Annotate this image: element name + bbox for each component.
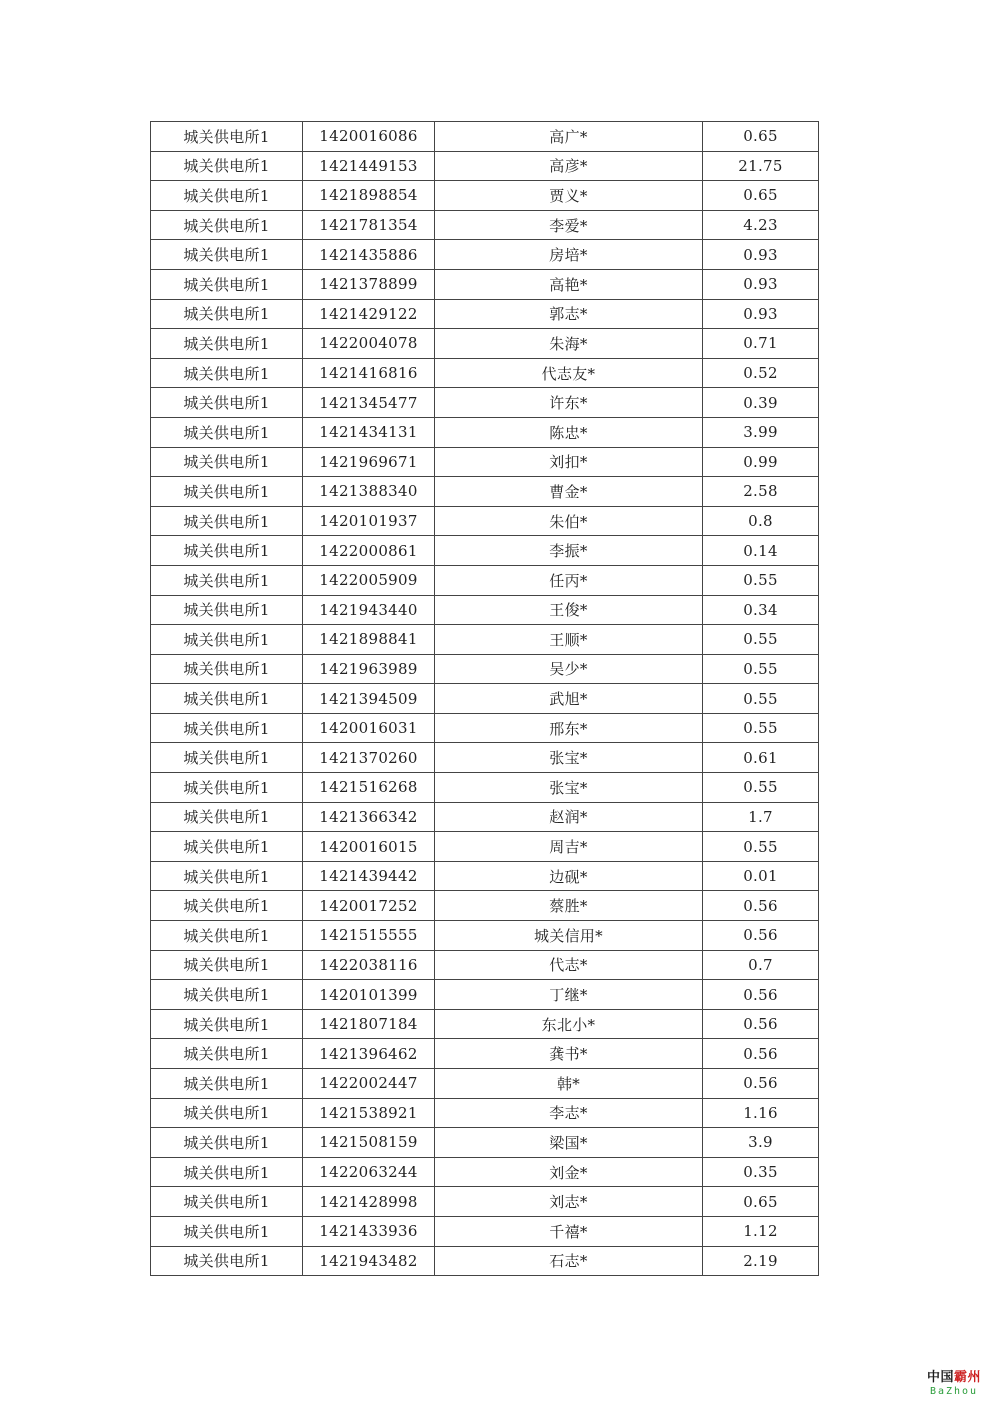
cell-account: 1421538921	[303, 1098, 435, 1128]
cell-account: 1421378899	[303, 269, 435, 299]
cell-amount: 0.35	[703, 1157, 819, 1187]
cell-station: 城关供电所1	[151, 417, 303, 447]
cell-name: 刘扣*	[435, 447, 703, 477]
cell-amount: 0.93	[703, 240, 819, 270]
table-row	[151, 713, 819, 743]
cell-account: 1420016086	[303, 122, 435, 152]
cell-station: 城关供电所1	[151, 329, 303, 359]
cell-name: 曹金*	[435, 477, 703, 507]
cell-station: 城关供电所1	[151, 950, 303, 980]
cell-name: 高广*	[435, 122, 703, 152]
logo-cn	[920, 1366, 988, 1385]
cell-account: 1421434131	[303, 417, 435, 447]
cell-account: 1421898841	[303, 625, 435, 655]
cell-name: 吴少*	[435, 654, 703, 684]
cell-amount: 0.01	[703, 861, 819, 891]
cell-amount: 0.93	[703, 299, 819, 329]
cell-amount: 0.34	[703, 595, 819, 625]
cell-account: 1421388340	[303, 477, 435, 507]
cell-name: 代志*	[435, 950, 703, 980]
cell-amount: 0.65	[703, 122, 819, 152]
cell-amount: 0.56	[703, 980, 819, 1010]
cell-account: 1420017252	[303, 891, 435, 921]
cell-account: 1421439442	[303, 861, 435, 891]
cell-station: 城关供电所1	[151, 684, 303, 714]
cell-name: 陈忠*	[435, 417, 703, 447]
cell-account: 1420016015	[303, 832, 435, 862]
cell-account: 1421428998	[303, 1187, 435, 1217]
table-row	[151, 1069, 819, 1099]
cell-account: 1422063244	[303, 1157, 435, 1187]
cell-account: 1421345477	[303, 388, 435, 418]
cell-account: 1421963989	[303, 654, 435, 684]
cell-amount: 0.65	[703, 1187, 819, 1217]
cell-station: 城关供电所1	[151, 773, 303, 803]
cell-account: 1421449153	[303, 151, 435, 181]
table-row	[151, 181, 819, 211]
cell-account: 1420101937	[303, 506, 435, 536]
cell-amount: 0.56	[703, 921, 819, 951]
cell-amount: 21.75	[703, 151, 819, 181]
cell-amount: 0.55	[703, 625, 819, 655]
cell-amount: 1.12	[703, 1216, 819, 1246]
cell-amount: 0.65	[703, 181, 819, 211]
table-row	[151, 536, 819, 566]
cell-name: 郭志*	[435, 299, 703, 329]
cell-name: 龚书*	[435, 1039, 703, 1069]
cell-name: 张宝*	[435, 743, 703, 773]
cell-name: 高艳*	[435, 269, 703, 299]
table-row	[151, 950, 819, 980]
cell-name: 张宝*	[435, 773, 703, 803]
records-table	[150, 121, 819, 1276]
cell-station: 城关供电所1	[151, 1128, 303, 1158]
cell-name: 代志友*	[435, 358, 703, 388]
cell-station: 城关供电所1	[151, 1039, 303, 1069]
cell-name: 梁国*	[435, 1128, 703, 1158]
table-row	[151, 1187, 819, 1217]
cell-amount: 0.39	[703, 388, 819, 418]
cell-account: 1420101399	[303, 980, 435, 1010]
cell-station: 城关供电所1	[151, 891, 303, 921]
cell-account: 1421515555	[303, 921, 435, 951]
table-row	[151, 980, 819, 1010]
cell-account: 1422002447	[303, 1069, 435, 1099]
cell-station: 城关供电所1	[151, 1187, 303, 1217]
table-row	[151, 832, 819, 862]
logo-cn-prefix: 中国	[926, 1370, 954, 1385]
cell-station: 城关供电所1	[151, 921, 303, 951]
cell-amount: 3.9	[703, 1128, 819, 1158]
cell-name: 许东*	[435, 388, 703, 418]
cell-amount: 0.55	[703, 773, 819, 803]
cell-amount: 0.56	[703, 1009, 819, 1039]
cell-account: 1421366342	[303, 802, 435, 832]
cell-name: 李振*	[435, 536, 703, 566]
cell-station: 城关供电所1	[151, 151, 303, 181]
cell-station: 城关供电所1	[151, 1098, 303, 1128]
cell-station: 城关供电所1	[151, 536, 303, 566]
table-row	[151, 1216, 819, 1246]
cell-station: 城关供电所1	[151, 1009, 303, 1039]
cell-name: 刘志*	[435, 1187, 703, 1217]
table-row	[151, 773, 819, 803]
cell-name: 武旭*	[435, 684, 703, 714]
cell-amount: 0.7	[703, 950, 819, 980]
cell-amount: 1.16	[703, 1098, 819, 1128]
cell-station: 城关供电所1	[151, 1216, 303, 1246]
table-row	[151, 299, 819, 329]
cell-name: 赵润*	[435, 802, 703, 832]
cell-station: 城关供电所1	[151, 299, 303, 329]
table-row	[151, 743, 819, 773]
cell-station: 城关供电所1	[151, 122, 303, 152]
cell-name: 贾义*	[435, 181, 703, 211]
cell-amount: 0.71	[703, 329, 819, 359]
cell-account: 1421429122	[303, 299, 435, 329]
table-body	[151, 122, 819, 1276]
cell-amount: 0.55	[703, 565, 819, 595]
cell-account: 1421807184	[303, 1009, 435, 1039]
cell-account: 1422000861	[303, 536, 435, 566]
cell-amount: 0.56	[703, 1069, 819, 1099]
cell-amount: 0.55	[703, 713, 819, 743]
cell-account: 1421435886	[303, 240, 435, 270]
cell-amount: 0.8	[703, 506, 819, 536]
cell-name: 蔡胜*	[435, 891, 703, 921]
table-row	[151, 595, 819, 625]
cell-station: 城关供电所1	[151, 181, 303, 211]
cell-amount: 0.52	[703, 358, 819, 388]
cell-account: 1421433936	[303, 1216, 435, 1246]
cell-station: 城关供电所1	[151, 861, 303, 891]
table-row	[151, 210, 819, 240]
cell-name: 高彦*	[435, 151, 703, 181]
logo-cn-highlight: 霸州	[954, 1370, 982, 1385]
cell-name: 任丙*	[435, 565, 703, 595]
cell-station: 城关供电所1	[151, 802, 303, 832]
table-row	[151, 151, 819, 181]
table-row	[151, 1009, 819, 1039]
table-row	[151, 684, 819, 714]
cell-station: 城关供电所1	[151, 388, 303, 418]
cell-name: 王顺*	[435, 625, 703, 655]
site-logo	[920, 1366, 988, 1397]
cell-account: 1422038116	[303, 950, 435, 980]
cell-account: 1421416816	[303, 358, 435, 388]
table-row	[151, 1039, 819, 1069]
cell-amount: 0.93	[703, 269, 819, 299]
cell-name: 城关信用*	[435, 921, 703, 951]
cell-account: 1421508159	[303, 1128, 435, 1158]
cell-station: 城关供电所1	[151, 210, 303, 240]
cell-amount: 0.55	[703, 654, 819, 684]
cell-name: 李爱*	[435, 210, 703, 240]
cell-account: 1421781354	[303, 210, 435, 240]
cell-station: 城关供电所1	[151, 1069, 303, 1099]
cell-station: 城关供电所1	[151, 565, 303, 595]
cell-amount: 0.55	[703, 684, 819, 714]
cell-station: 城关供电所1	[151, 269, 303, 299]
table-row	[151, 1128, 819, 1158]
cell-name: 千禧*	[435, 1216, 703, 1246]
cell-account: 1421943482	[303, 1246, 435, 1276]
cell-amount: 4.23	[703, 210, 819, 240]
cell-name: 东北小*	[435, 1009, 703, 1039]
cell-account: 1422004078	[303, 329, 435, 359]
cell-amount: 0.61	[703, 743, 819, 773]
cell-account: 1421370260	[303, 743, 435, 773]
cell-station: 城关供电所1	[151, 240, 303, 270]
cell-station: 城关供电所1	[151, 625, 303, 655]
table-row	[151, 447, 819, 477]
table-row	[151, 891, 819, 921]
table-row	[151, 802, 819, 832]
cell-account: 1421969671	[303, 447, 435, 477]
cell-name: 邢东*	[435, 713, 703, 743]
cell-name: 韩*	[435, 1069, 703, 1099]
table-row	[151, 1246, 819, 1276]
cell-account: 1421898854	[303, 181, 435, 211]
cell-station: 城关供电所1	[151, 506, 303, 536]
table-row	[151, 921, 819, 951]
table-row	[151, 122, 819, 152]
cell-station: 城关供电所1	[151, 447, 303, 477]
cell-account: 1421394509	[303, 684, 435, 714]
table-row	[151, 654, 819, 684]
cell-account: 1420016031	[303, 713, 435, 743]
cell-name: 房培*	[435, 240, 703, 270]
cell-name: 王俊*	[435, 595, 703, 625]
table-row	[151, 1157, 819, 1187]
table-row	[151, 625, 819, 655]
table-row	[151, 477, 819, 507]
cell-amount: 2.19	[703, 1246, 819, 1276]
cell-amount: 2.58	[703, 477, 819, 507]
cell-name: 刘金*	[435, 1157, 703, 1187]
cell-station: 城关供电所1	[151, 477, 303, 507]
table-row	[151, 861, 819, 891]
logo-en: BaZhou	[929, 1386, 979, 1397]
cell-amount: 0.14	[703, 536, 819, 566]
cell-station: 城关供电所1	[151, 358, 303, 388]
table-row	[151, 388, 819, 418]
cell-station: 城关供电所1	[151, 654, 303, 684]
cell-amount: 1.7	[703, 802, 819, 832]
cell-station: 城关供电所1	[151, 980, 303, 1010]
table-row	[151, 1098, 819, 1128]
table-row	[151, 358, 819, 388]
cell-amount: 0.56	[703, 891, 819, 921]
cell-name: 边砚*	[435, 861, 703, 891]
cell-account: 1421516268	[303, 773, 435, 803]
cell-station: 城关供电所1	[151, 713, 303, 743]
table-row	[151, 329, 819, 359]
cell-name: 朱伯*	[435, 506, 703, 536]
table-row	[151, 506, 819, 536]
cell-name: 石志*	[435, 1246, 703, 1276]
cell-name: 周吉*	[435, 832, 703, 862]
cell-name: 李志*	[435, 1098, 703, 1128]
cell-account: 1422005909	[303, 565, 435, 595]
table-row	[151, 417, 819, 447]
cell-station: 城关供电所1	[151, 1157, 303, 1187]
cell-station: 城关供电所1	[151, 743, 303, 773]
table-row	[151, 269, 819, 299]
table-row	[151, 240, 819, 270]
cell-account: 1421396462	[303, 1039, 435, 1069]
cell-station: 城关供电所1	[151, 832, 303, 862]
table-row	[151, 565, 819, 595]
cell-name: 朱海*	[435, 329, 703, 359]
cell-amount: 0.99	[703, 447, 819, 477]
cell-station: 城关供电所1	[151, 1246, 303, 1276]
cell-amount: 0.56	[703, 1039, 819, 1069]
cell-amount: 3.99	[703, 417, 819, 447]
cell-station: 城关供电所1	[151, 595, 303, 625]
cell-name: 丁继*	[435, 980, 703, 1010]
cell-account: 1421943440	[303, 595, 435, 625]
cell-amount: 0.55	[703, 832, 819, 862]
